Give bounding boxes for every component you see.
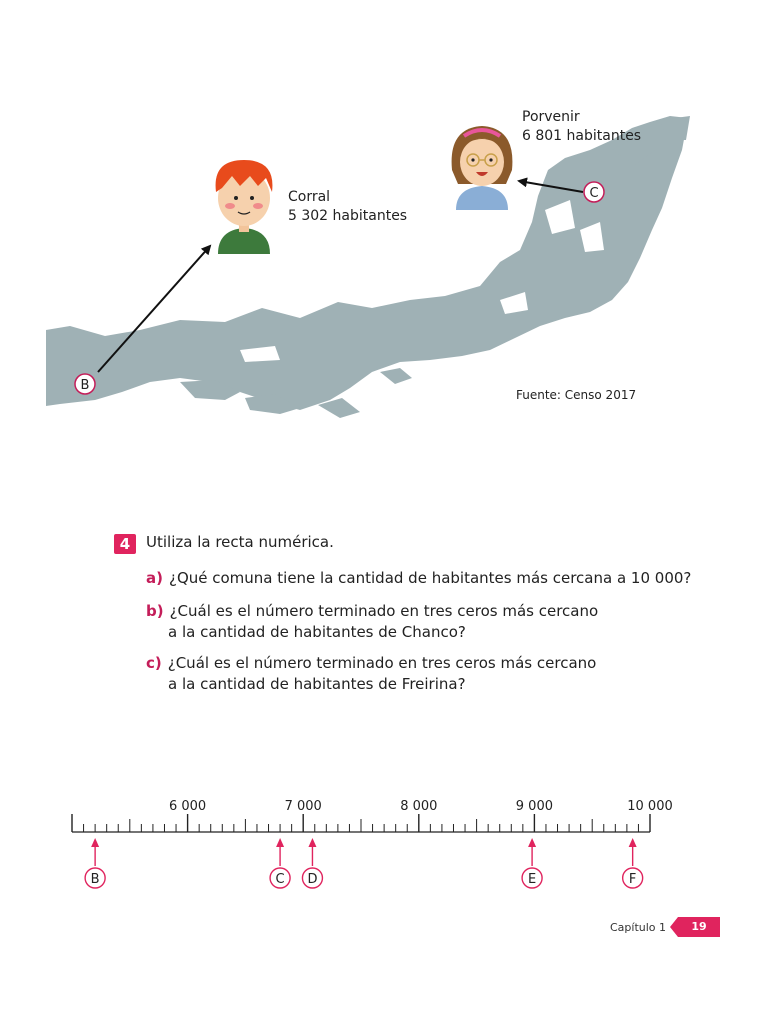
question-text: ¿Qué comuna tiene la cantidad de habitantes más cercana a 10 000? xyxy=(168,569,692,587)
marker-arrowhead xyxy=(308,838,316,847)
question-letter: b) xyxy=(146,602,164,620)
girl-avatar xyxy=(452,126,513,210)
page-number-tab xyxy=(670,917,720,937)
question-letter: a) xyxy=(146,569,163,587)
porvenir-name: Porvenir xyxy=(522,109,580,125)
corral-label xyxy=(288,188,407,226)
map-marker-b: B xyxy=(80,378,90,393)
marker-label-f: F xyxy=(628,872,637,887)
chapter-label: Capítulo 1 xyxy=(610,921,667,934)
question-letter: c) xyxy=(146,654,162,672)
marker-label-d: D xyxy=(307,872,318,887)
marker-arrowhead xyxy=(276,838,284,847)
tick-label: 6 000 xyxy=(168,799,207,814)
question-text: ¿Cuál es el número terminado en tres ceros más cercano xyxy=(167,654,597,672)
porvenir-label xyxy=(522,108,641,146)
marker-label-b: B xyxy=(90,872,100,887)
tick-label: 7 000 xyxy=(284,799,322,814)
tick-label: 10 000 xyxy=(627,799,673,814)
tick-label: 8 000 xyxy=(400,799,438,814)
marker-arrowhead xyxy=(91,838,99,847)
map-illustration xyxy=(0,0,768,460)
exercise-number-badge: 4 xyxy=(114,534,136,554)
map-marker-c: C xyxy=(589,186,599,201)
question-a xyxy=(146,568,691,589)
question-text: ¿Cuál es el número terminado en tres ceros más cercano xyxy=(169,602,599,620)
question-text-line2: a la cantidad de habitantes de Freirina? xyxy=(168,675,466,693)
source-note: Fuente: Censo 2017 xyxy=(516,388,637,402)
marker-label-c: C xyxy=(275,872,285,887)
question-text-line2: a la cantidad de habitantes de Chanco? xyxy=(168,623,466,641)
porvenir-population: 6 801 habitantes xyxy=(522,128,642,144)
tick-label: 9 000 xyxy=(515,799,554,814)
question-c xyxy=(146,653,596,695)
corral-population: 5 302 habitantes xyxy=(288,208,408,224)
corral-name: Corral xyxy=(288,189,331,205)
marker-label-e: E xyxy=(527,872,537,887)
boy-avatar xyxy=(216,160,273,254)
number-line xyxy=(0,780,768,900)
land-mass xyxy=(46,116,688,410)
marker-arrowhead xyxy=(528,838,536,847)
page-number: 19 xyxy=(691,920,707,933)
question-b xyxy=(146,601,598,643)
marker-arrowhead xyxy=(629,838,637,847)
exercise-title: Utiliza la recta numérica. xyxy=(146,533,334,551)
